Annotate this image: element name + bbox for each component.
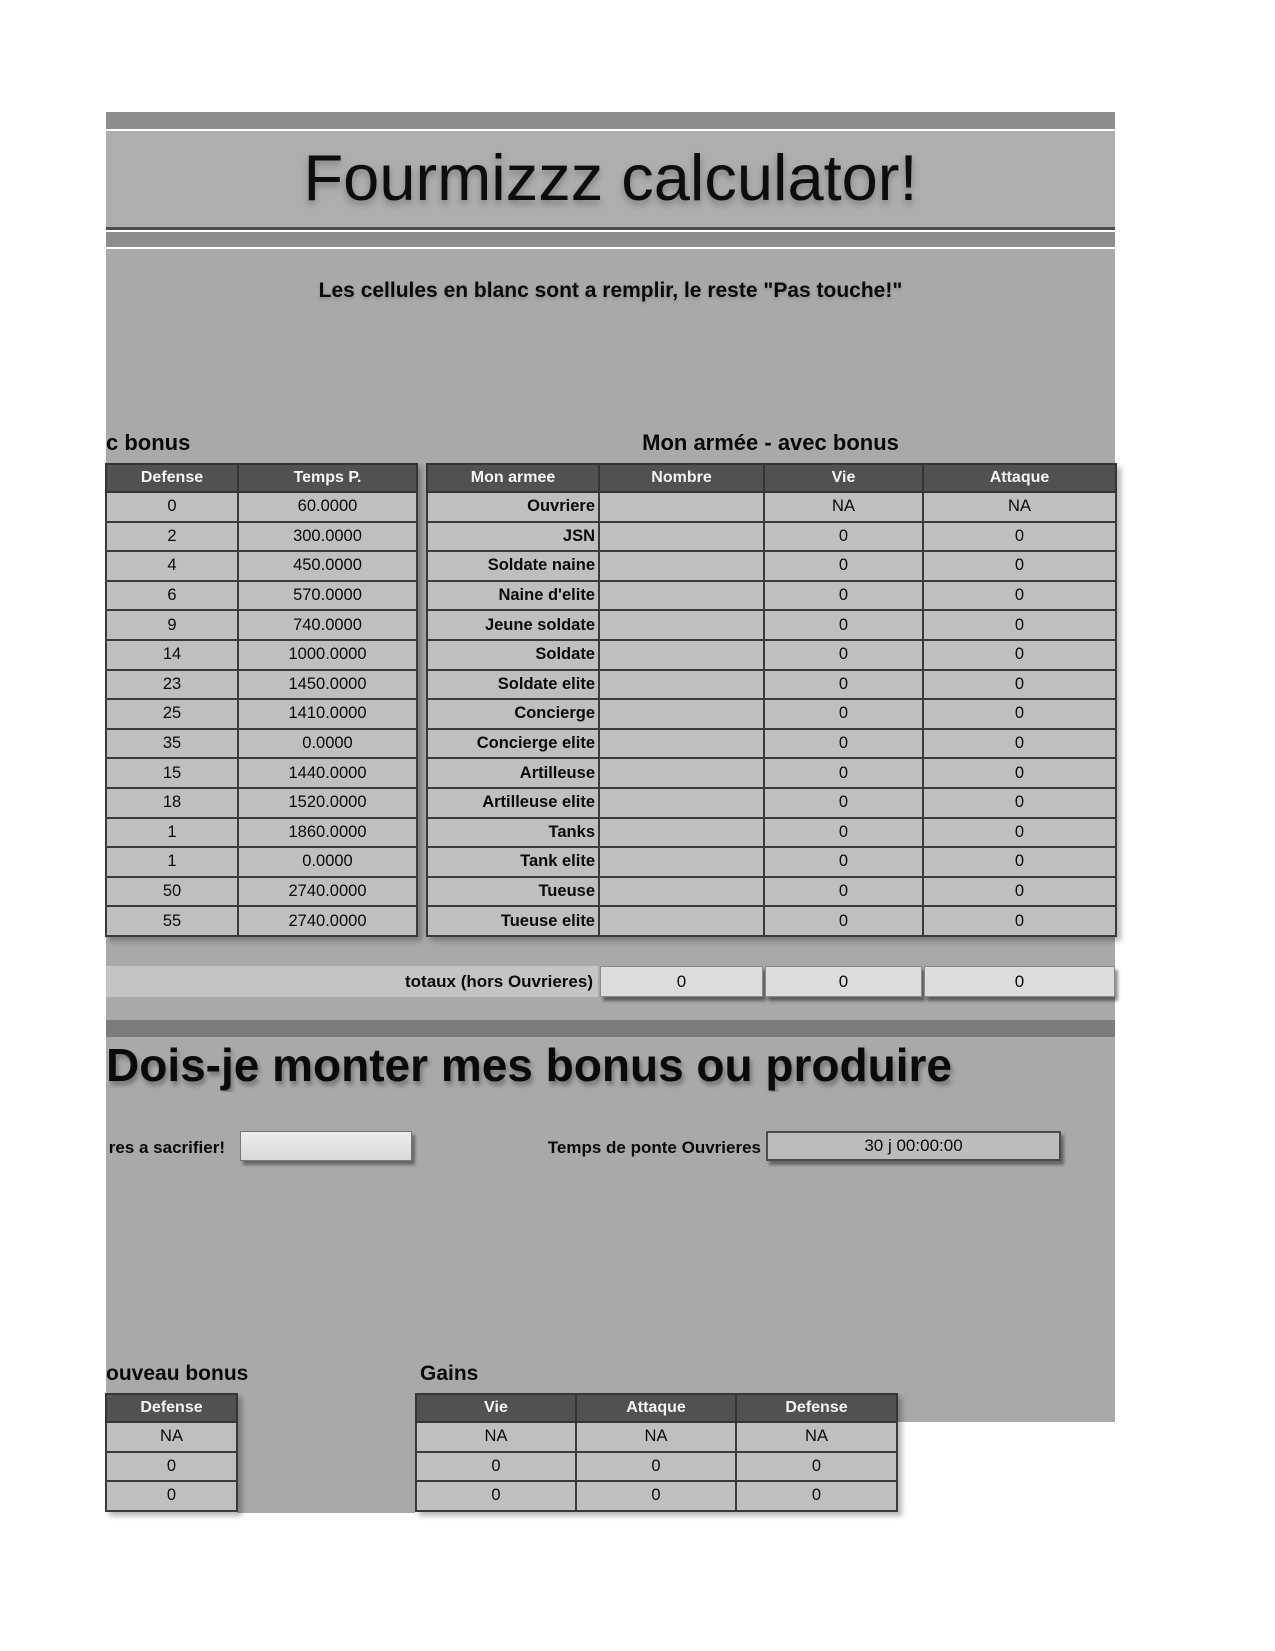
army-col-nombre: Nombre — [599, 464, 764, 492]
army-attaque-cell: 0 — [923, 581, 1116, 611]
army-row — [427, 758, 1116, 788]
sheet-area — [106, 249, 1115, 1422]
gains-header-row — [416, 1394, 897, 1422]
army-vie-cell: 0 — [764, 640, 923, 670]
bonus-row — [106, 492, 417, 522]
army-row — [427, 847, 1116, 877]
bonus-temps-cell: 2740.0000 — [238, 906, 417, 936]
bonus-row — [106, 847, 417, 877]
bonus-row — [106, 758, 417, 788]
bonus-defense-cell: 23 — [106, 670, 238, 700]
totals-vie-cell: 0 — [765, 966, 922, 997]
bonus-row — [106, 877, 417, 907]
army-attaque-cell: 0 — [923, 847, 1116, 877]
bonus-row — [106, 551, 417, 581]
army-row — [427, 492, 1116, 522]
gains-heading: Gains — [420, 1362, 479, 1385]
army-nombre-input-cell[interactable] — [599, 581, 764, 611]
gains-defense-cell: 0 — [736, 1452, 897, 1482]
nouveau-bonus-row — [106, 1452, 237, 1482]
nouveau-bonus-table — [105, 1393, 238, 1512]
army-vie-cell: 0 — [764, 788, 923, 818]
army-nombre-input-cell[interactable] — [599, 551, 764, 581]
bonus-temps-cell: 0.0000 — [238, 847, 417, 877]
army-vie-cell: 0 — [764, 522, 923, 552]
bonus-defense-cell: 15 — [106, 758, 238, 788]
bonus-temps-cell: 0.0000 — [238, 729, 417, 759]
army-unit-name: Ouvriere — [427, 492, 599, 522]
nouveau-bonus-col-defense: Defense — [106, 1394, 237, 1422]
nouveau-bonus-row — [106, 1422, 237, 1452]
bonus-row — [106, 699, 417, 729]
army-unit-name: Soldate naine — [427, 551, 599, 581]
bonus-section-heading: c bonus — [106, 430, 191, 455]
army-vie-cell: 0 — [764, 610, 923, 640]
totals-attaque-cell: 0 — [924, 966, 1115, 997]
bonus-row — [106, 729, 417, 759]
bonus-row — [106, 670, 417, 700]
army-vie-cell: 0 — [764, 877, 923, 907]
army-col-vie: Vie — [764, 464, 923, 492]
army-row — [427, 670, 1116, 700]
gains-attaque-cell: 0 — [576, 1452, 736, 1482]
bonus-temps-cell: 450.0000 — [238, 551, 417, 581]
bonus-temps-cell: 60.0000 — [238, 492, 417, 522]
bonus-temps-cell: 1440.0000 — [238, 758, 417, 788]
army-unit-name: Jeune soldate — [427, 610, 599, 640]
bonus-col-defense: Defense — [106, 464, 238, 492]
army-vie-cell: 0 — [764, 729, 923, 759]
bonus-row — [106, 906, 417, 936]
bonus-temps-cell: 1410.0000 — [238, 699, 417, 729]
army-vie-cell: 0 — [764, 551, 923, 581]
army-unit-name: Concierge — [427, 699, 599, 729]
top-bar-2 — [106, 232, 1115, 247]
bonus-defense-cell: 1 — [106, 847, 238, 877]
top-bar — [106, 112, 1115, 129]
bonus-defense-cell: 50 — [106, 877, 238, 907]
army-unit-name: Artilleuse elite — [427, 788, 599, 818]
gains-vie-cell: 0 — [416, 1452, 576, 1482]
army-nombre-input-cell[interactable] — [599, 729, 764, 759]
army-attaque-cell: 0 — [923, 758, 1116, 788]
army-unit-name: Artilleuse — [427, 758, 599, 788]
army-attaque-cell: 0 — [923, 522, 1116, 552]
army-nombre-input-cell[interactable] — [599, 877, 764, 907]
army-row — [427, 581, 1116, 611]
army-unit-name: Tank elite — [427, 847, 599, 877]
totals-label-strip — [106, 966, 598, 997]
army-attaque-cell: 0 — [923, 551, 1116, 581]
totals-nombre-cell: 0 — [600, 966, 763, 997]
instructions-text: Les cellules en blanc sont a remplir, le reste "Pas touche!" — [318, 279, 903, 302]
army-section-heading: Mon armée - avec bonus — [642, 430, 899, 455]
gains-row — [416, 1481, 897, 1511]
bonus-temps-cell: 740.0000 — [238, 610, 417, 640]
army-attaque-cell: 0 — [923, 818, 1116, 848]
army-row — [427, 906, 1116, 936]
title-band — [106, 131, 1115, 230]
army-attaque-cell: 0 — [923, 788, 1116, 818]
army-vie-cell: 0 — [764, 758, 923, 788]
bonus-defense-cell: 25 — [106, 699, 238, 729]
gains-attaque-cell: NA — [576, 1422, 736, 1452]
army-table — [426, 463, 1117, 937]
bonus-defense-cell: 0 — [106, 492, 238, 522]
army-vie-cell: 0 — [764, 906, 923, 936]
bonus-temps-cell: 2740.0000 — [238, 877, 417, 907]
army-header-row — [427, 464, 1116, 492]
bonus-defense-cell: 2 — [106, 522, 238, 552]
army-unit-name: Concierge elite — [427, 729, 599, 759]
bonus-row — [106, 640, 417, 670]
gains-col-vie: Vie — [416, 1394, 576, 1422]
nouveau-bonus-defense-cell: 0 — [106, 1481, 237, 1511]
totals-label: totaux (hors Ouvrieres) — [405, 972, 593, 991]
gains-col-defense: Defense — [736, 1394, 897, 1422]
army-unit-name: Tueuse — [427, 877, 599, 907]
bonus-temps-cell: 570.0000 — [238, 581, 417, 611]
army-attaque-cell: 0 — [923, 610, 1116, 640]
bonus-defense-cell: 55 — [106, 906, 238, 936]
ponte-value-cell: 30 j 00:00:00 — [766, 1131, 1061, 1161]
army-attaque-cell: 0 — [923, 877, 1116, 907]
army-nombre-input-cell[interactable] — [599, 847, 764, 877]
gains-vie-cell: 0 — [416, 1481, 576, 1511]
sacrifice-label: res a sacrifier! — [108, 1138, 225, 1157]
bonus-table — [105, 463, 418, 937]
army-nombre-input-cell[interactable] — [599, 818, 764, 848]
army-vie-cell: 0 — [764, 847, 923, 877]
question-heading: Dois-je monter mes bonus ou produire — [106, 1039, 952, 1091]
army-row — [427, 699, 1116, 729]
bonus-temps-cell: 1450.0000 — [238, 670, 417, 700]
army-row — [427, 610, 1116, 640]
army-unit-name: Soldate — [427, 640, 599, 670]
bonus-row — [106, 581, 417, 611]
bonus-defense-cell: 35 — [106, 729, 238, 759]
army-attaque-cell: 0 — [923, 670, 1116, 700]
nouveau-bonus-defense-cell: 0 — [106, 1452, 237, 1482]
bonus-defense-cell: 9 — [106, 610, 238, 640]
gains-col-attaque: Attaque — [576, 1394, 736, 1422]
nouveau-bonus-defense-cell: NA — [106, 1422, 237, 1452]
army-attaque-cell: 0 — [923, 906, 1116, 936]
gains-vie-cell: NA — [416, 1422, 576, 1452]
army-row — [427, 522, 1116, 552]
bonus-defense-cell: 4 — [106, 551, 238, 581]
nouveau-bonus-row — [106, 1481, 237, 1511]
bonus-row — [106, 788, 417, 818]
army-vie-cell: 0 — [764, 581, 923, 611]
bonus-row — [106, 522, 417, 552]
army-nombre-input-cell[interactable] — [599, 758, 764, 788]
bonus-temps-cell: 1860.0000 — [238, 818, 417, 848]
bonus-row — [106, 610, 417, 640]
army-unit-name: Tanks — [427, 818, 599, 848]
gains-attaque-cell: 0 — [576, 1481, 736, 1511]
army-unit-name: Soldate elite — [427, 670, 599, 700]
bonus-col-temps: Temps P. — [238, 464, 417, 492]
gains-table — [415, 1393, 898, 1512]
army-attaque-cell: 0 — [923, 699, 1116, 729]
bonus-temps-cell: 1520.0000 — [238, 788, 417, 818]
army-row — [427, 788, 1116, 818]
army-unit-name: Tueuse elite — [427, 906, 599, 936]
army-nombre-input-cell[interactable] — [599, 610, 764, 640]
army-attaque-cell: NA — [923, 492, 1116, 522]
army-nombre-input-cell[interactable] — [599, 906, 764, 936]
bonus-defense-cell: 1 — [106, 818, 238, 848]
bonus-defense-cell: 18 — [106, 788, 238, 818]
army-row — [427, 818, 1116, 848]
army-unit-name: Naine d'elite — [427, 581, 599, 611]
background-strip — [237, 1420, 415, 1513]
nouveau-bonus-header-row — [106, 1394, 237, 1422]
bonus-defense-cell: 14 — [106, 640, 238, 670]
army-nombre-input-cell[interactable] — [599, 699, 764, 729]
bonus-header-row — [106, 464, 417, 492]
army-nombre-input-cell[interactable] — [599, 492, 764, 522]
gains-row — [416, 1422, 897, 1452]
army-vie-cell: NA — [764, 492, 923, 522]
gains-defense-cell: 0 — [736, 1481, 897, 1511]
army-row — [427, 551, 1116, 581]
army-nombre-input-cell[interactable] — [599, 640, 764, 670]
army-row — [427, 729, 1116, 759]
army-row — [427, 640, 1116, 670]
army-attaque-cell: 0 — [923, 640, 1116, 670]
army-row — [427, 877, 1116, 907]
army-nombre-input-cell[interactable] — [599, 670, 764, 700]
army-attaque-cell: 0 — [923, 729, 1116, 759]
army-col-attaque: Attaque — [923, 464, 1116, 492]
army-vie-cell: 0 — [764, 670, 923, 700]
army-vie-cell: 0 — [764, 699, 923, 729]
bonus-defense-cell: 6 — [106, 581, 238, 611]
bonus-temps-cell: 300.0000 — [238, 522, 417, 552]
bonus-row — [106, 818, 417, 848]
army-col-name: Mon armee — [427, 464, 599, 492]
section-divider-bar — [106, 1020, 1115, 1037]
gains-row — [416, 1452, 897, 1482]
army-vie-cell: 0 — [764, 818, 923, 848]
ponte-label: Temps de ponte Ouvrieres — [547, 1138, 761, 1157]
gains-defense-cell: NA — [736, 1422, 897, 1452]
bonus-temps-cell: 1000.0000 — [238, 640, 417, 670]
nouveau-bonus-heading: ouveau bonus — [106, 1362, 249, 1385]
army-unit-name: JSN — [427, 522, 599, 552]
army-nombre-input-cell[interactable] — [599, 522, 764, 552]
app-title: Fourmizzz calculator! — [303, 141, 918, 214]
sacrifice-input-cell[interactable] — [240, 1131, 412, 1161]
army-nombre-input-cell[interactable] — [599, 788, 764, 818]
